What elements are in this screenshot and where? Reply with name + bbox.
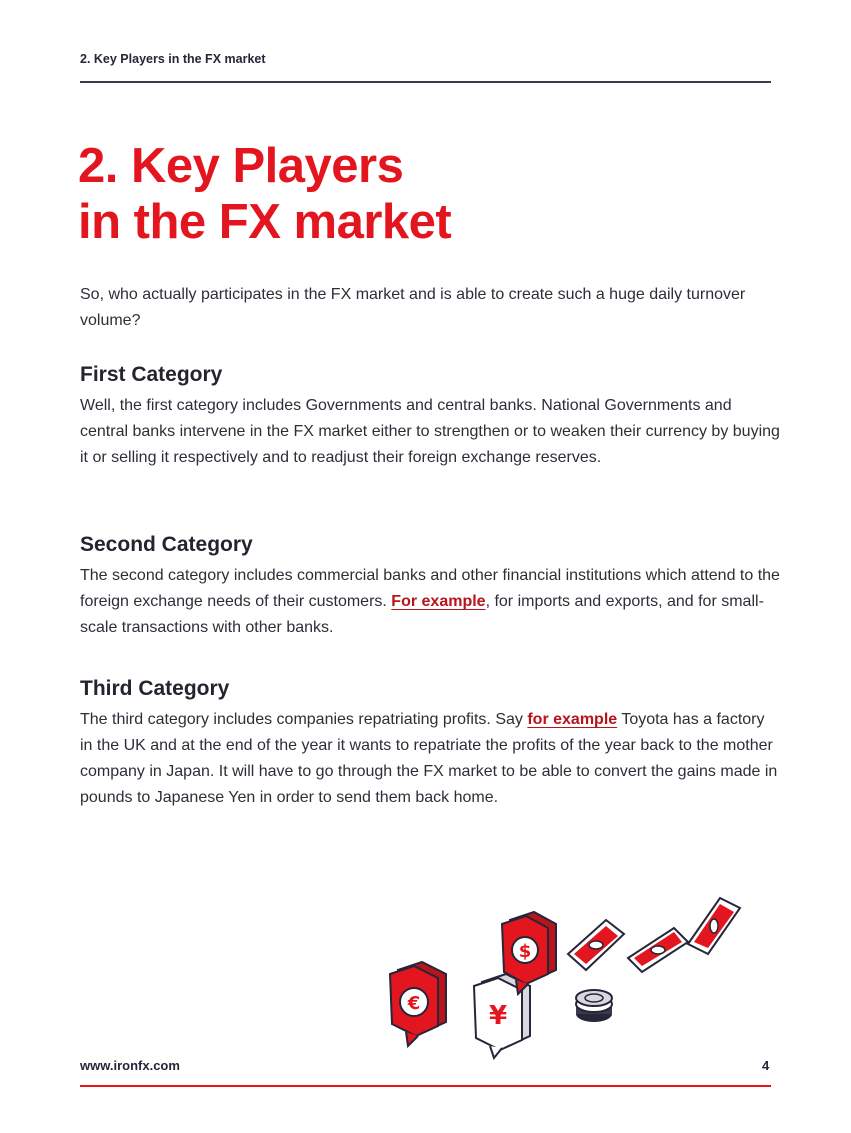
for-example-link[interactable]: for example	[527, 711, 618, 728]
page-title	[78, 138, 451, 250]
section-paragraph: Well, the first category includes Governments and central banks. National Governments and central banks intervene in the FX market either to strengthen or to weaken their currency by buying it or selling it respectively and to readjust their foreign exchange reserves.	[80, 397, 780, 466]
running-header: 2. Key Players in the FX market	[80, 52, 266, 66]
section-heading: First Category	[80, 363, 223, 386]
section-heading: Third Category	[80, 677, 230, 700]
currency-illustration	[384, 890, 746, 1060]
section-third-category	[80, 675, 780, 811]
section-first-category	[80, 361, 780, 471]
section-heading: Second Category	[80, 533, 253, 556]
for-example-link[interactable]: For example	[391, 593, 486, 610]
page-title-line-1: 2. Key Players	[78, 139, 404, 193]
header-divider	[80, 81, 771, 83]
banknote-icon	[568, 898, 740, 972]
euro-icon	[390, 962, 446, 1046]
section-paragraph	[80, 563, 780, 641]
intro-paragraph: So, who actually participates in the FX market and is able to create such a huge daily turnover volume?	[80, 286, 746, 329]
footer-website-url: www.ironfx.com	[80, 1058, 180, 1073]
paragraph-text: , for imports and exports, and for small-scale transactions with other banks.	[80, 593, 764, 636]
svg-text:¥: ¥	[488, 1001, 508, 1031]
paragraph-text: The third category includes companies repatriating profits. Say	[80, 711, 528, 728]
section-paragraph	[80, 707, 780, 811]
section-second-category	[80, 531, 780, 641]
coin-stack-icon	[576, 990, 612, 1022]
paragraph-text: The second category includes commercial banks and other financial institutions which attend to the foreign exchange needs of their customers.	[80, 567, 780, 610]
page-title-line-2: in the FX market	[78, 195, 452, 249]
svg-text:$: $	[518, 941, 532, 962]
page-number: 4	[762, 1058, 770, 1073]
paragraph-text: Toyota has a factory in the UK and at the end of the year it wants to repatriate the profits of the year back to the mother company in Japan. It will have to go through the FX market to be able to convert the gains made in pounds to Japanese Yen in order to send them back home.	[80, 711, 778, 806]
footer-divider	[80, 1085, 771, 1087]
svg-text:€: €	[407, 993, 421, 1014]
